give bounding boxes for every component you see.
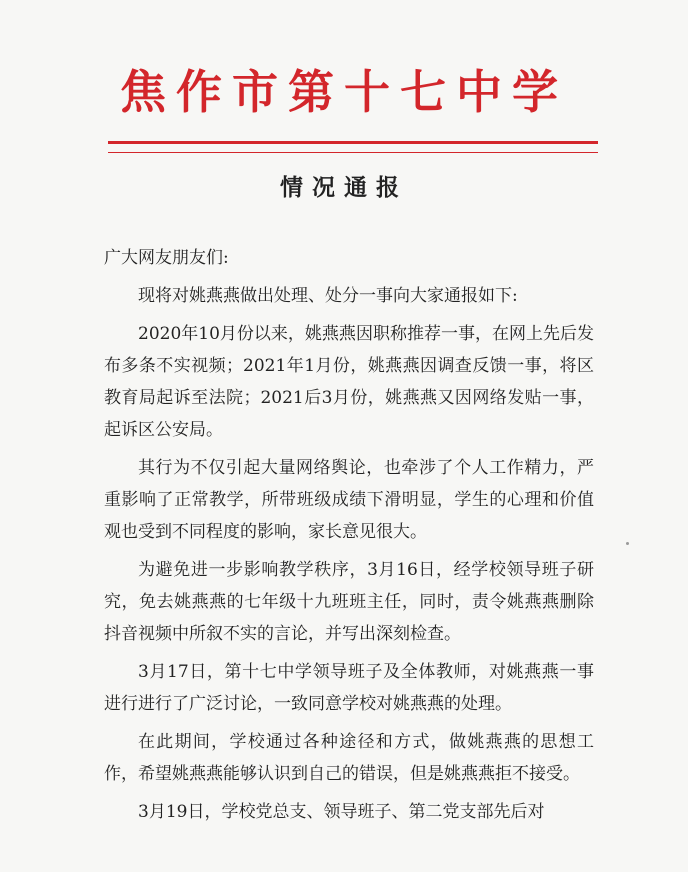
paragraph-7: 3月19日，学校党总支、领导班子、第二党支部先后对	[138, 802, 545, 822]
paragraph-3: 其行为不仅引起大量网络舆论，也牵涉了个人工作精力，严重影响了正常教学，所带班级成绩下滑明显，学生的心理和价值观也受到不同程度的影响，家长意见很大。	[104, 458, 594, 542]
school-name-header: 焦作市第十七中学	[120, 65, 568, 119]
paragraph-1: 现将对姚燕燕做出处理、处分一事向大家通报如下:	[138, 286, 518, 306]
salutation: 广大网友朋友们:	[104, 248, 229, 268]
document-body	[104, 242, 594, 834]
paragraph-2: 2020年10月份以来，姚燕燕因职称推荐一事，在网上先后发布多条不实视频；2021年1月份，姚燕燕因调查反馈一事，将区教育局起诉至法院；2021后3月份，姚燕燕又因网络发贴一事，起诉区公安局。	[104, 324, 594, 440]
paragraph-4: 为避免进一步影响教学秩序，3月16日，经学校领导班子研究，免去姚燕燕的七年级十九班班主任，同时，责令姚燕燕删除抖音视频中所叙不实的言论，并写出深刻检查。	[104, 560, 594, 644]
paragraph-5: 3月17日，第十七中学领导班子及全体教师，对姚燕燕一事进行进行了广泛讨论，一致同意学校对姚燕燕的处理。	[104, 662, 594, 714]
paragraph-6: 在此期间，学校通过各种途径和方式，做姚燕燕的思想工作，希望姚燕燕能够认识到自己的错误，但是姚燕燕拒不接受。	[104, 732, 594, 784]
header-rule-thick	[108, 141, 598, 144]
scan-speck	[626, 542, 629, 545]
document-title: 情况通报	[280, 174, 408, 201]
header-rule-thin	[108, 152, 598, 153]
